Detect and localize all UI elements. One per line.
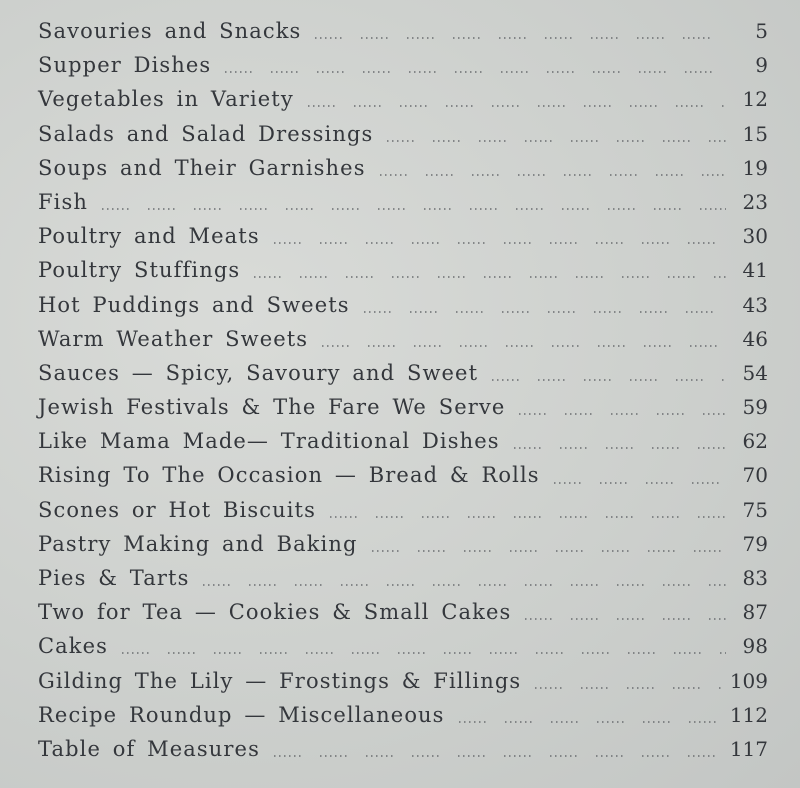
toc-entry [38,151,768,185]
toc-entry [38,493,768,527]
toc-entry [38,698,768,732]
toc-entry [38,629,768,663]
dot-leader [519,413,726,415]
toc-entry-page-number: 12 [742,87,768,112]
toc-entry [38,185,768,219]
toc-entry [38,458,768,492]
toc-entry-title: Recipe Roundup — Miscellaneous [38,702,445,727]
toc-entry-title: Jewish Festivals & The Fare We Serve [38,395,506,420]
toc-entry-title: Poultry and Meats [38,224,260,249]
toc-entry [38,561,768,595]
toc-entry-page-number: 112 [729,702,768,727]
toc-entry-page-number: 5 [755,19,768,43]
dot-leader [203,584,726,586]
toc-entry [38,322,768,356]
dot-leader [308,105,726,107]
toc-entry [38,390,768,424]
dot-leader [459,721,722,723]
toc-entry-title: Like Mama Made— Traditional Dishes [38,429,500,454]
toc-entry-title: Scones or Hot Biscuits [38,497,316,522]
toc-entry-page-number: 59 [742,395,768,420]
toc-entry-title: Rising To The Occasion — Bread & Rolls [38,463,540,488]
dot-leader [514,447,726,449]
dot-leader [274,242,726,244]
toc-entry-page-number: 117 [729,736,768,761]
toc-entry [38,356,768,390]
toc-entry-title: Table of Measures [38,736,260,761]
toc-entry-page-number: 98 [742,634,768,659]
dot-leader [535,687,722,689]
toc-entry-page-number: 79 [742,531,768,556]
toc-entry-title: Supper Dishes [38,53,212,78]
toc-entry [38,664,768,698]
toc-entry-title: Warm Weather Sweets [38,326,309,351]
toc-entry-page-number: 15 [742,121,768,146]
toc-entry-title: Vegetables in Variety [38,87,294,112]
dot-leader [380,174,726,176]
toc-entry-page-number: 54 [742,360,768,385]
toc-entry-title: Fish [38,189,88,214]
toc-entry-page-number: 23 [742,189,768,214]
toc-entry-title: Two for Tea — Cookies & Small Cakes [38,600,512,625]
dot-leader [330,516,726,518]
toc-entry-page-number: 41 [742,258,768,283]
toc-entry [38,14,768,48]
dot-leader [387,140,726,142]
toc-entry-title: Sauces — Spicy, Savoury and Sweet [38,360,479,385]
toc-entry-title: Gilding The Lily — Frostings & Fillings [38,668,522,693]
toc-entry-page-number: 75 [742,497,768,522]
toc-entry-title: Cakes [38,634,109,659]
toc-entry [38,424,768,458]
dot-leader [225,71,726,73]
table-of-contents [38,14,768,766]
dot-leader [254,276,726,278]
toc-entry [38,48,768,82]
toc-entry [38,117,768,151]
toc-entry-page-number: 9 [755,53,768,78]
dot-leader [274,755,722,757]
toc-entry-title: Salads and Salad Dressings [38,121,374,146]
dot-leader [122,652,726,654]
dot-leader [102,208,726,210]
toc-entry-title: Soups and Their Garnishes [38,155,366,180]
dot-leader [364,311,726,313]
toc-entry [38,288,768,322]
dot-leader [554,482,726,484]
toc-entry-title: Pastry Making and Baking [38,531,358,556]
toc-entry-page-number: 43 [742,292,768,317]
toc-entry-title: Pies & Tarts [38,566,190,590]
toc-entry-page-number: 87 [742,600,768,625]
toc-entry [38,732,768,766]
toc-entry [38,82,768,116]
toc-entry-page-number: 62 [742,429,768,454]
toc-entry-page-number: 30 [742,224,768,249]
toc-entry-page-number: 83 [742,566,768,590]
toc-entry [38,253,768,287]
toc-entry [38,527,768,561]
toc-entry-title: Savouries and Snacks [38,19,302,43]
toc-entry-page-number: 109 [729,668,768,693]
toc-entry-title: Hot Puddings and Sweets [38,292,350,317]
toc-entry-page-number: 19 [742,155,768,180]
dot-leader [492,379,726,381]
dot-leader [322,345,726,347]
dot-leader [315,37,726,39]
toc-entry [38,595,768,629]
toc-entry-page-number: 46 [742,326,768,351]
toc-entry [38,219,768,253]
dot-leader [372,550,726,552]
dot-leader [525,618,726,620]
toc-entry-page-number: 70 [742,463,768,488]
toc-entry-title: Poultry Stuffings [38,258,241,283]
